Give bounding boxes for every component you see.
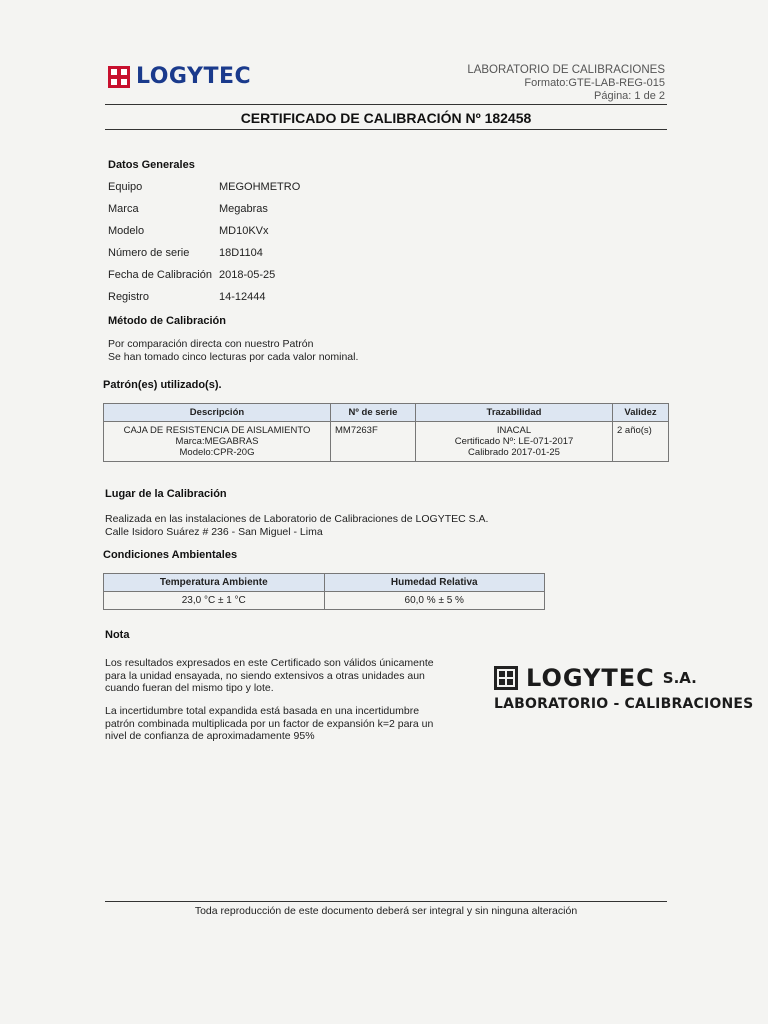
datos-label: Número de serie	[108, 247, 190, 259]
datos-label: Registro	[108, 291, 149, 303]
nota-paragraph-1	[105, 657, 445, 695]
cell-validez: 2 año(s)	[613, 422, 669, 462]
metodo-line: Por comparación directa con nuestro Patrón	[108, 338, 314, 350]
col-humedad: Humedad Relativa	[324, 574, 545, 592]
datos-value: 18D1104	[219, 247, 263, 259]
datos-value: Megabras	[219, 203, 268, 215]
lugar-line: Realizada en las instalaciones de Laboratorio de Calibraciones de LOGYTEC S.A.	[105, 513, 489, 525]
metodo-line: Se han tomado cinco lecturas por cada valor nominal.	[108, 350, 359, 363]
col-temperatura: Temperatura Ambiente	[104, 574, 325, 592]
cell-humedad: 60,0 % ± 5 %	[324, 592, 545, 610]
cell-serie: MM7263F	[331, 422, 416, 462]
logytec-logo	[108, 64, 251, 89]
nota-paragraph-2	[105, 705, 445, 743]
condiciones-heading: Condiciones Ambientales	[103, 549, 238, 561]
datos-heading: Datos Generales	[108, 159, 195, 171]
patron-table	[103, 403, 669, 462]
lugar-heading: Lugar de la Calibración	[105, 488, 227, 500]
desc-line: CAJA DE RESISTENCIA DE AISLAMIENTO	[123, 425, 311, 436]
header-rule-bottom	[105, 129, 667, 130]
datos-label: Modelo	[108, 225, 145, 237]
nota-line: para la unidad ensayada, no siendo extensivos a otras unidades aun	[105, 669, 425, 682]
stamp-grid-icon	[494, 666, 518, 690]
datos-value: 2018-05-25	[219, 269, 276, 281]
datos-value: MD10KVx	[219, 225, 269, 237]
metodo-heading: Método de Calibración	[108, 315, 226, 327]
header-info	[467, 64, 665, 103]
col-validez: Validez	[613, 404, 669, 422]
cell-temperatura: 23,0 °C ± 1 °C	[104, 592, 325, 610]
nota-line: Los resultados expresados en este Certificado son válidos únicamente	[105, 657, 434, 669]
datos-value: MEGOHMETRO	[219, 181, 301, 193]
col-descripcion: Descripción	[104, 404, 331, 422]
desc-line: Modelo:CPR-20G	[179, 447, 255, 458]
cell-descripcion	[104, 422, 331, 462]
condiciones-table	[103, 573, 545, 610]
format-code: Formato:GTE-LAB-REG-015	[524, 77, 665, 89]
datos-label: Marca	[108, 203, 139, 215]
stamp-title-row	[494, 664, 753, 692]
traz-line: Certificado Nº: LE-071-2017	[454, 436, 574, 447]
patron-heading: Patrón(es) utilizado(s).	[103, 379, 222, 391]
logo-text: LOGYTEC	[136, 64, 252, 89]
desc-line: Marca:MEGABRAS	[175, 436, 259, 447]
logo-grid-icon	[108, 66, 130, 88]
col-trazabilidad: Trazabilidad	[416, 404, 613, 422]
datos-label: Equipo	[108, 181, 143, 193]
stamp-name: LOGYTEC	[526, 664, 655, 692]
nota-line: nivel de confianza de aproximadamente 95%	[105, 730, 315, 742]
traz-line: Calibrado 2017-01-25	[468, 447, 560, 458]
stamp-suffix: S.A.	[662, 669, 697, 687]
datos-value: 14-12444	[219, 291, 266, 303]
certificate-title: CERTIFICADO DE CALIBRACIÓN Nº 182458	[240, 110, 532, 126]
cell-trazabilidad	[416, 422, 613, 462]
traz-line: INACAL	[496, 425, 532, 436]
metodo-text	[108, 338, 358, 363]
page-number: Página: 1 de 2	[594, 90, 665, 102]
datos-label: Fecha de Calibración	[108, 269, 212, 281]
lugar-line: Calle Isidoro Suárez # 236 - San Miguel - Lima	[105, 525, 323, 538]
table-row	[104, 422, 669, 462]
nota-line: La incertidumbre total expandida está basada en una incertidumbre	[105, 705, 420, 717]
lab-name: LABORATORIO DE CALIBRACIONES	[467, 64, 665, 76]
nota-heading: Nota	[105, 629, 130, 641]
nota-line: cuando fueran del mismo tipo y lote.	[105, 682, 274, 694]
nota-line: patrón combinada multiplicada por un factor de expansión k=2 para un	[105, 717, 434, 730]
footer-text: Toda reproducción de este documento deberá ser integral y sin ninguna alteración	[194, 905, 578, 917]
header-rule-top	[105, 104, 667, 105]
footer-rule	[105, 901, 667, 902]
table-row	[104, 592, 545, 610]
col-serie: Nº de serie	[331, 404, 416, 422]
stamp-subtitle: LABORATORIO - CALIBRACIONES	[494, 696, 754, 712]
lugar-text	[105, 513, 488, 538]
company-stamp	[494, 664, 753, 712]
